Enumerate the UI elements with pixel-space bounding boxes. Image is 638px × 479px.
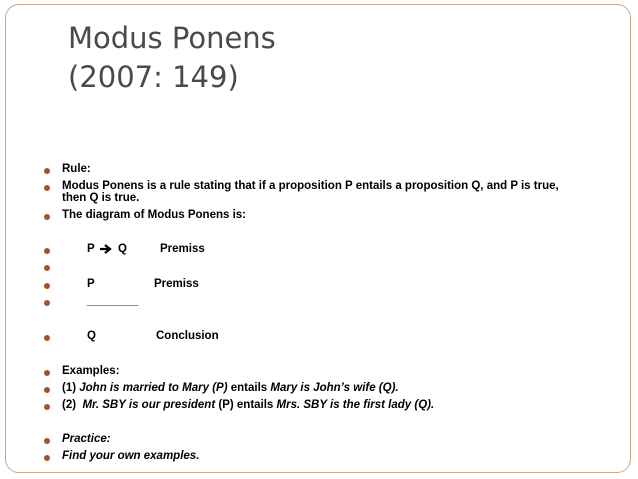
example-1: (1) John is married to Mary (P) entails Mary is John’s wife (Q). xyxy=(62,382,399,394)
bullet-icon xyxy=(44,387,50,393)
rule-text-continued: then Q is true. xyxy=(62,192,140,204)
bullet-icon xyxy=(44,370,50,376)
bullet-icon xyxy=(44,438,50,444)
bullet-icon xyxy=(44,404,50,410)
example-2: (2) Mr. SBY is our president (P) entails Mrs. SBY is the first lady (Q). xyxy=(62,399,435,411)
slide-subtitle: (2007: 149) xyxy=(68,60,239,94)
bullet-icon xyxy=(44,168,50,174)
bullet-icon xyxy=(44,214,50,220)
rule-text: Modus Ponens is a rule stating that if a proposition P entails a proposition Q, and P is true, xyxy=(62,180,559,192)
diagram-line: ________ xyxy=(87,295,139,307)
diagram-p-2: P xyxy=(87,278,95,290)
practice-text: Find your own examples. xyxy=(62,450,200,462)
bullet-icon xyxy=(44,265,50,271)
diagram-q: Q xyxy=(118,243,127,255)
slide-title: Modus Ponens xyxy=(68,21,276,55)
practice-label: Practice: xyxy=(62,433,111,445)
right-arrow-icon xyxy=(99,243,113,258)
bullet-icon xyxy=(44,283,50,289)
diagram-premiss-2: Premiss xyxy=(154,278,199,290)
bullet-icon xyxy=(44,185,50,191)
diagram-intro: The diagram of Modus Ponens is: xyxy=(62,209,247,221)
diagram-conclusion: Conclusion xyxy=(156,330,219,342)
diagram-p: P xyxy=(87,243,95,255)
bullet-icon xyxy=(44,455,50,461)
bullet-icon xyxy=(44,335,50,341)
rule-label: Rule: xyxy=(62,163,91,175)
bullet-icon xyxy=(44,300,50,306)
diagram-premiss-1: Premiss xyxy=(160,243,205,255)
diagram-q-2: Q xyxy=(87,330,96,342)
examples-label: Examples: xyxy=(62,365,120,377)
bullet-icon xyxy=(44,248,50,254)
